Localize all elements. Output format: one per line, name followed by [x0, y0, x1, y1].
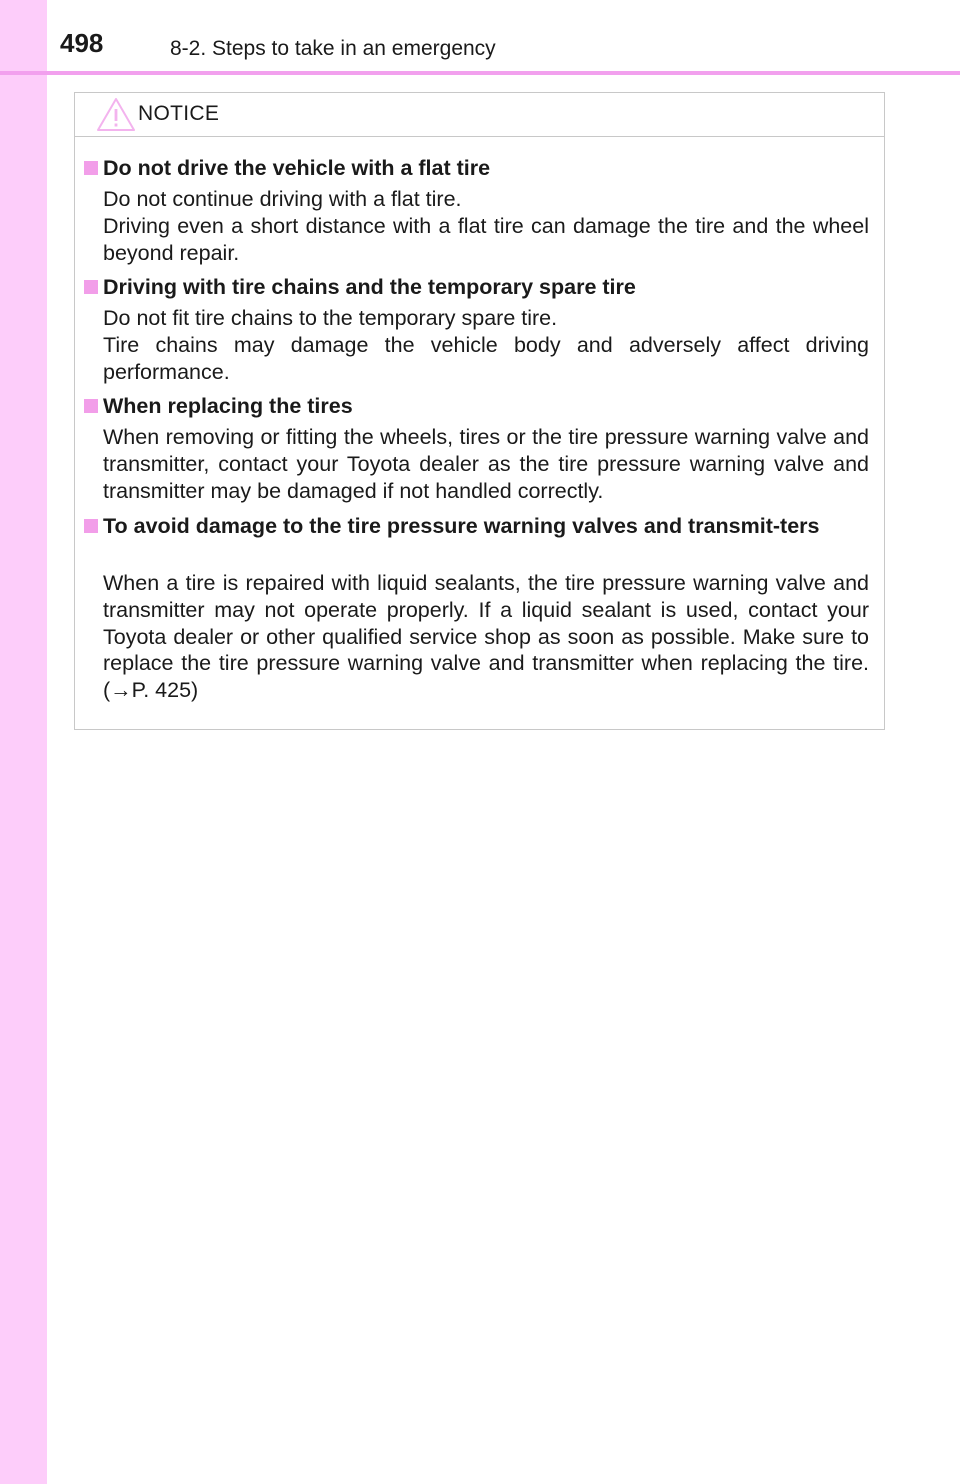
item-title: Do not drive the vehicle with a flat tire	[103, 156, 491, 180]
item-heading	[84, 274, 874, 301]
item-body	[103, 424, 869, 504]
item-title: Driving with tire chains and the temporary spare tire	[103, 275, 636, 299]
item-heading	[84, 513, 874, 540]
warning-triangle-icon	[96, 97, 136, 133]
square-bullet-icon	[84, 280, 98, 294]
side-color-bar	[0, 0, 47, 1484]
item-paragraph: When removing or fitting the wheels, tires or the tire pressure warning valve and transmitter, contact your Toyota dealer as the tire pressure warning valve and transmitter may be damaged if not handled correctly.	[103, 425, 869, 503]
notice-label: NOTICE	[138, 102, 220, 125]
item-heading	[84, 393, 874, 420]
item-paragraph: When a tire is repaired with liquid sealants, the tire pressure warning valve and transmitter may not operate properly. If a liquid sealant is used, contact your Toyota dealer or other qualified service shop as soon as possible. Make sure to replace the tire pressure warning valve and transmitter when replacing the tire. (→P. 425)	[103, 571, 869, 703]
page-header	[0, 0, 960, 76]
item-body	[103, 305, 869, 385]
item-title: When replacing the tires	[103, 394, 353, 418]
section-title: 8-2. Steps to take in an emergency	[170, 37, 496, 60]
header-rule	[0, 71, 960, 75]
square-bullet-icon	[84, 399, 98, 413]
square-bullet-icon	[84, 161, 98, 175]
square-bullet-icon	[84, 519, 98, 533]
item-body	[103, 570, 869, 704]
notice-box	[74, 92, 885, 730]
item-body	[103, 186, 869, 266]
notice-header	[75, 93, 884, 137]
item-paragraph: Tire chains may damage the vehicle body and adversely affect driving performance.	[103, 332, 869, 384]
page-number: 498	[60, 28, 104, 58]
item-title: To avoid damage to the tire pressure warning valves and transmit-ters	[103, 514, 820, 538]
item-paragraph: Do not continue driving with a flat tire.	[103, 187, 462, 211]
item-paragraph: Driving even a short distance with a flat tire can damage the tire and the wheel beyond repair.	[103, 213, 869, 265]
item-heading	[84, 155, 874, 182]
item-paragraph: Do not fit tire chains to the temporary spare tire.	[103, 306, 558, 330]
